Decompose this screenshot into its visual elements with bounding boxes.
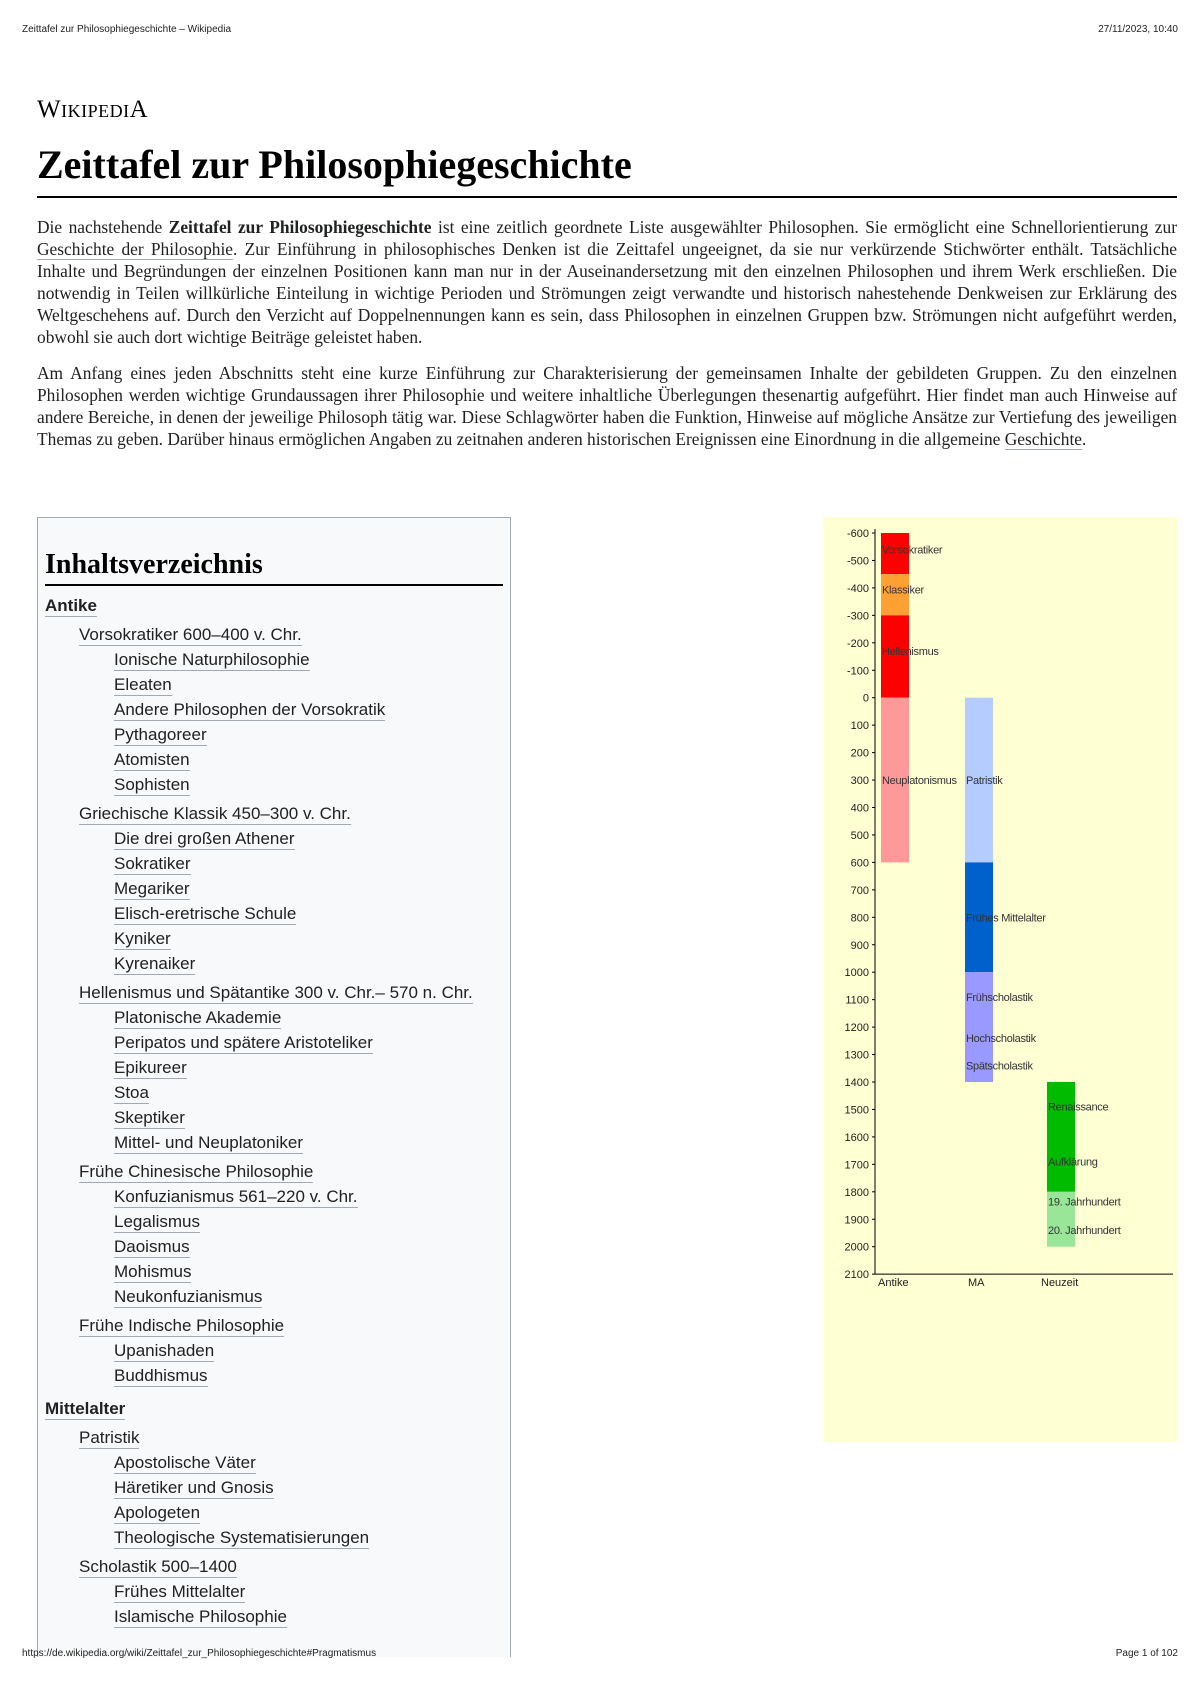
y-tick-label: 2000 bbox=[844, 1241, 869, 1254]
toc-item[interactable] bbox=[45, 928, 505, 953]
timeline-label: Hochscholastik bbox=[966, 1033, 1036, 1046]
toc-item[interactable] bbox=[45, 1032, 505, 1057]
y-tick-label: 1800 bbox=[844, 1186, 869, 1199]
intro-paragraph-1: Die nachstehende Zeittafel zur Philosophiegeschichte ist eine zeitlich geordnete Liste ausgewählter Philosophen. Sie ermöglicht eine Schnellorientierung zur Geschichte der Philosophie. Zur Einführung in philosophisches Denken ist die Zeittafel ungeeignet, da sie nur verkürzende Stichwörter enthält. Tatsächliche Inhalte und Begründungen der einzelnen Positionen kann man nur in der Auseinandersetzung mit den einzelnen Philosophen und ihrem Werk erschließen. Die notwendig in Teilen willkürliche Einteilung in wichtige Perioden und Strömungen zeigt verwandte und historisch nahestehende Denkweisen zur Erklärung des Weltgeschehens auf. Durch den Verzicht auf Doppelnennungen kann es sein, dass Philosophen in einzelnen Gruppen bzw. Strömungen nicht aufgeführt werden, obwohl sie auch dort wichtige Beiträge geleistet haben. bbox=[37, 217, 1177, 347]
toc-item-label: Mohismus bbox=[114, 1262, 192, 1281]
y-tick-label: 500 bbox=[850, 829, 869, 842]
toc-item-label: Eleaten bbox=[114, 675, 172, 694]
toc-item[interactable] bbox=[45, 1556, 505, 1581]
timeline-label: Frühscholastik bbox=[966, 991, 1033, 1004]
print-header bbox=[22, 24, 1178, 35]
x-category-label: Antike bbox=[878, 1277, 909, 1290]
toc-item-label: Stoa bbox=[114, 1083, 149, 1102]
x-category-label: Neuzeit bbox=[1041, 1277, 1079, 1290]
toc-item-label: Kyrenaiker bbox=[114, 954, 196, 973]
toc-item-label: Andere Philosophen der Vorsokratik bbox=[114, 700, 386, 719]
wikipedia-logo[interactable]: WIKIPEDIA bbox=[37, 96, 149, 123]
y-tick-label: 300 bbox=[850, 775, 869, 788]
timeline-label: Spätscholastik bbox=[966, 1060, 1033, 1073]
toc-item[interactable] bbox=[45, 878, 505, 903]
y-tick-label: 200 bbox=[850, 747, 869, 760]
toc-item[interactable] bbox=[45, 1007, 505, 1032]
toc-item-label: Die drei großen Athener bbox=[114, 829, 295, 848]
toc-item[interactable] bbox=[45, 828, 505, 853]
toc-item-label: Epikureer bbox=[114, 1058, 187, 1077]
y-tick-label: 1200 bbox=[844, 1022, 869, 1035]
toc-item-label: Konfuzianismus 561–220 v. Chr. bbox=[114, 1187, 358, 1206]
timeline-label: Vorsokratiker bbox=[882, 544, 943, 557]
y-tick-label: 400 bbox=[850, 802, 869, 815]
y-tick-label: 1500 bbox=[844, 1104, 869, 1117]
toc-item-label: Mittel- und Neuplatoniker bbox=[114, 1133, 303, 1152]
toc-item[interactable] bbox=[45, 1211, 505, 1236]
toc-item-label: Buddhismus bbox=[114, 1366, 208, 1385]
x-category-label: MA bbox=[968, 1277, 985, 1290]
toc-item[interactable] bbox=[45, 1315, 505, 1340]
toc-item[interactable] bbox=[45, 1477, 505, 1502]
print-footer bbox=[22, 1648, 1178, 1659]
toc-item[interactable] bbox=[45, 1340, 505, 1365]
y-tick-label: 700 bbox=[850, 884, 869, 897]
toc-item-label: Platonische Akademie bbox=[114, 1008, 282, 1027]
chart-background bbox=[823, 517, 1177, 1442]
y-tick-label: -200 bbox=[846, 637, 869, 650]
timeline-label: 20. Jahrhundert bbox=[1048, 1225, 1121, 1238]
y-tick-label: 1100 bbox=[845, 994, 869, 1007]
y-tick-label: 900 bbox=[850, 939, 869, 952]
toc-item[interactable] bbox=[45, 1398, 505, 1423]
toc-item[interactable] bbox=[45, 699, 505, 724]
print-datetime: 27/11/2023, 10:40 bbox=[1098, 24, 1178, 35]
y-tick-label: -100 bbox=[846, 665, 869, 678]
toc-item-label: Sokratiker bbox=[114, 854, 191, 873]
toc-item-label: Häretiker und Gnosis bbox=[114, 1478, 274, 1497]
print-url: https://de.wikipedia.org/wiki/Zeittafel_zur_Philosophiegeschichte#Pragmatismus bbox=[22, 1648, 377, 1659]
toc-item-label: Upanishaden bbox=[114, 1341, 215, 1360]
toc-item[interactable] bbox=[45, 1161, 505, 1186]
toc-item-label: Antike bbox=[45, 596, 97, 615]
toc-item-label: Pythagoreer bbox=[114, 725, 207, 744]
toc-item-label: Frühes Mittelalter bbox=[114, 1582, 246, 1601]
toc-item-label: Patristik bbox=[79, 1428, 140, 1447]
y-tick-label: 2100 bbox=[844, 1269, 869, 1282]
toc-item[interactable] bbox=[45, 749, 505, 774]
toc-item[interactable] bbox=[45, 649, 505, 674]
toc-item[interactable] bbox=[45, 1261, 505, 1286]
y-tick-label: 0 bbox=[862, 692, 869, 705]
toc-item[interactable] bbox=[45, 1606, 505, 1631]
link-geschichte-der-philosophie[interactable]: Geschichte der Philosophie bbox=[37, 239, 234, 259]
print-page-number: Page 1 of 102 bbox=[1115, 1648, 1178, 1659]
y-tick-label: 1400 bbox=[844, 1077, 869, 1089]
toc-item[interactable] bbox=[45, 803, 505, 828]
toc-item[interactable] bbox=[45, 1502, 505, 1527]
timeline-label: Frühes Mittelalter bbox=[966, 912, 1046, 925]
toc-item[interactable] bbox=[45, 903, 505, 928]
toc-item[interactable] bbox=[45, 982, 505, 1007]
toc-item[interactable] bbox=[45, 724, 505, 749]
link-geschichte[interactable]: Geschichte bbox=[1004, 429, 1083, 449]
toc-item-label: Megariker bbox=[114, 879, 190, 898]
y-tick-label: 100 bbox=[850, 720, 869, 733]
timeline-label: Hellenismus bbox=[882, 646, 939, 659]
toc-item-label: Mittelalter bbox=[45, 1399, 126, 1418]
page-title: Zeittafel zur Philosophiegeschichte bbox=[37, 140, 1177, 198]
table-of-contents bbox=[37, 517, 511, 1657]
toc-item[interactable] bbox=[45, 1082, 505, 1107]
toc-item-label: Elisch-eretrische Schule bbox=[114, 904, 297, 923]
y-tick-label: 1900 bbox=[844, 1214, 869, 1227]
toc-item[interactable] bbox=[45, 1427, 505, 1452]
toc-item-label: Peripatos und spätere Aristoteliker bbox=[114, 1033, 373, 1052]
y-tick-label: 600 bbox=[850, 857, 869, 870]
timeline-label: Renaissance bbox=[1048, 1101, 1109, 1114]
toc-item[interactable] bbox=[45, 1452, 505, 1477]
toc-item-label: Frühe Indische Philosophie bbox=[79, 1316, 285, 1335]
toc-item-label: Ionische Naturphilosophie bbox=[114, 650, 310, 669]
toc-item[interactable] bbox=[45, 1132, 505, 1157]
toc-item[interactable] bbox=[45, 1527, 505, 1552]
y-tick-label: 1300 bbox=[844, 1049, 869, 1062]
philosophy-timeline-chart bbox=[823, 517, 1177, 1442]
toc-item[interactable] bbox=[45, 1236, 505, 1261]
toc-item[interactable] bbox=[45, 1365, 505, 1390]
toc-item[interactable] bbox=[45, 624, 505, 649]
toc-item[interactable] bbox=[45, 1186, 505, 1211]
timeline-label: 19. Jahrhundert bbox=[1048, 1196, 1121, 1209]
toc-item-label: Scholastik 500–1400 bbox=[79, 1557, 237, 1576]
toc-item-label: Neukonfuzianismus bbox=[114, 1287, 263, 1306]
y-tick-label: -500 bbox=[846, 555, 869, 568]
toc-item-label: Griechische Klassik 450–300 v. Chr. bbox=[79, 804, 351, 823]
y-tick-label: 800 bbox=[850, 912, 869, 925]
toc-item[interactable] bbox=[45, 953, 505, 978]
intro-text bbox=[37, 216, 1177, 464]
y-tick-label: 1700 bbox=[844, 1159, 869, 1172]
toc-item-label: Theologische Systematisierungen bbox=[114, 1528, 370, 1547]
toc-item-label: Skeptiker bbox=[114, 1108, 185, 1127]
toc-item-label: Kyniker bbox=[114, 929, 171, 948]
toc-item[interactable] bbox=[45, 774, 505, 799]
timeline-bar-renaissance bbox=[1047, 1082, 1075, 1192]
toc-title: Inhaltsverzeichnis bbox=[45, 548, 503, 586]
timeline-label: Klassiker bbox=[882, 584, 924, 597]
toc-list bbox=[45, 595, 505, 1631]
toc-item[interactable] bbox=[45, 1057, 505, 1082]
timeline-label: Neuplatonismus bbox=[882, 775, 957, 788]
toc-item-label: Legalismus bbox=[114, 1212, 200, 1231]
y-tick-label: -300 bbox=[846, 610, 869, 623]
toc-item[interactable] bbox=[45, 595, 505, 620]
toc-item-label: Frühe Chinesische Philosophie bbox=[79, 1162, 314, 1181]
y-tick-label: -400 bbox=[846, 582, 869, 595]
toc-item[interactable] bbox=[45, 674, 505, 699]
y-tick-label: 1600 bbox=[844, 1131, 869, 1144]
toc-item[interactable] bbox=[45, 1107, 505, 1132]
timeline-label: Patristik bbox=[966, 775, 1003, 788]
toc-item-label: Sophisten bbox=[114, 775, 190, 794]
toc-item[interactable] bbox=[45, 1286, 505, 1311]
intro-paragraph-2: Am Anfang eines jeden Abschnitts steht eine kurze Einführung zur Charakterisierung der gemeinsamen Inhalte der gebildeten Gruppen. Zu den einzelnen Philosophen werden wichtige Grundaussagen ihrer Philosophie und weitere inhaltliche Überlegungen thesenartig aufgeführt. Hier findet man auch Hinweise auf andere Bereiche, in denen der jeweilige Philosoph tätig war. Diese Schlagwörter haben die Funktion, Hinweise auf mögliche Ansätze zur Vertiefung des jeweiligen Themas zu geben. Darüber hinaus ermöglichen Angaben zu zeitnahen anderen historischen Ereignissen eine Einordnung in die allgemeine Geschichte. bbox=[37, 363, 1177, 449]
print-page-title: Zeittafel zur Philosophiegeschichte – Wikipedia bbox=[22, 24, 231, 35]
y-tick-label: 1000 bbox=[844, 967, 869, 980]
toc-item-label: Hellenismus und Spätantike 300 v. Chr.– 570 n. Chr. bbox=[79, 983, 473, 1002]
toc-item-label: Apologeten bbox=[114, 1503, 201, 1522]
toc-item-label: Apostolische Väter bbox=[114, 1453, 256, 1472]
toc-item-label: Vorsokratiker 600–400 v. Chr. bbox=[79, 625, 302, 644]
toc-item[interactable] bbox=[45, 853, 505, 878]
toc-item-label: Daoismus bbox=[114, 1237, 190, 1256]
toc-item-label: Islamische Philosophie bbox=[114, 1607, 287, 1626]
y-tick-label: -600 bbox=[846, 528, 869, 540]
toc-item[interactable] bbox=[45, 1581, 505, 1606]
toc-item-label: Atomisten bbox=[114, 750, 190, 769]
timeline-label: Aufklärung bbox=[1048, 1156, 1098, 1169]
